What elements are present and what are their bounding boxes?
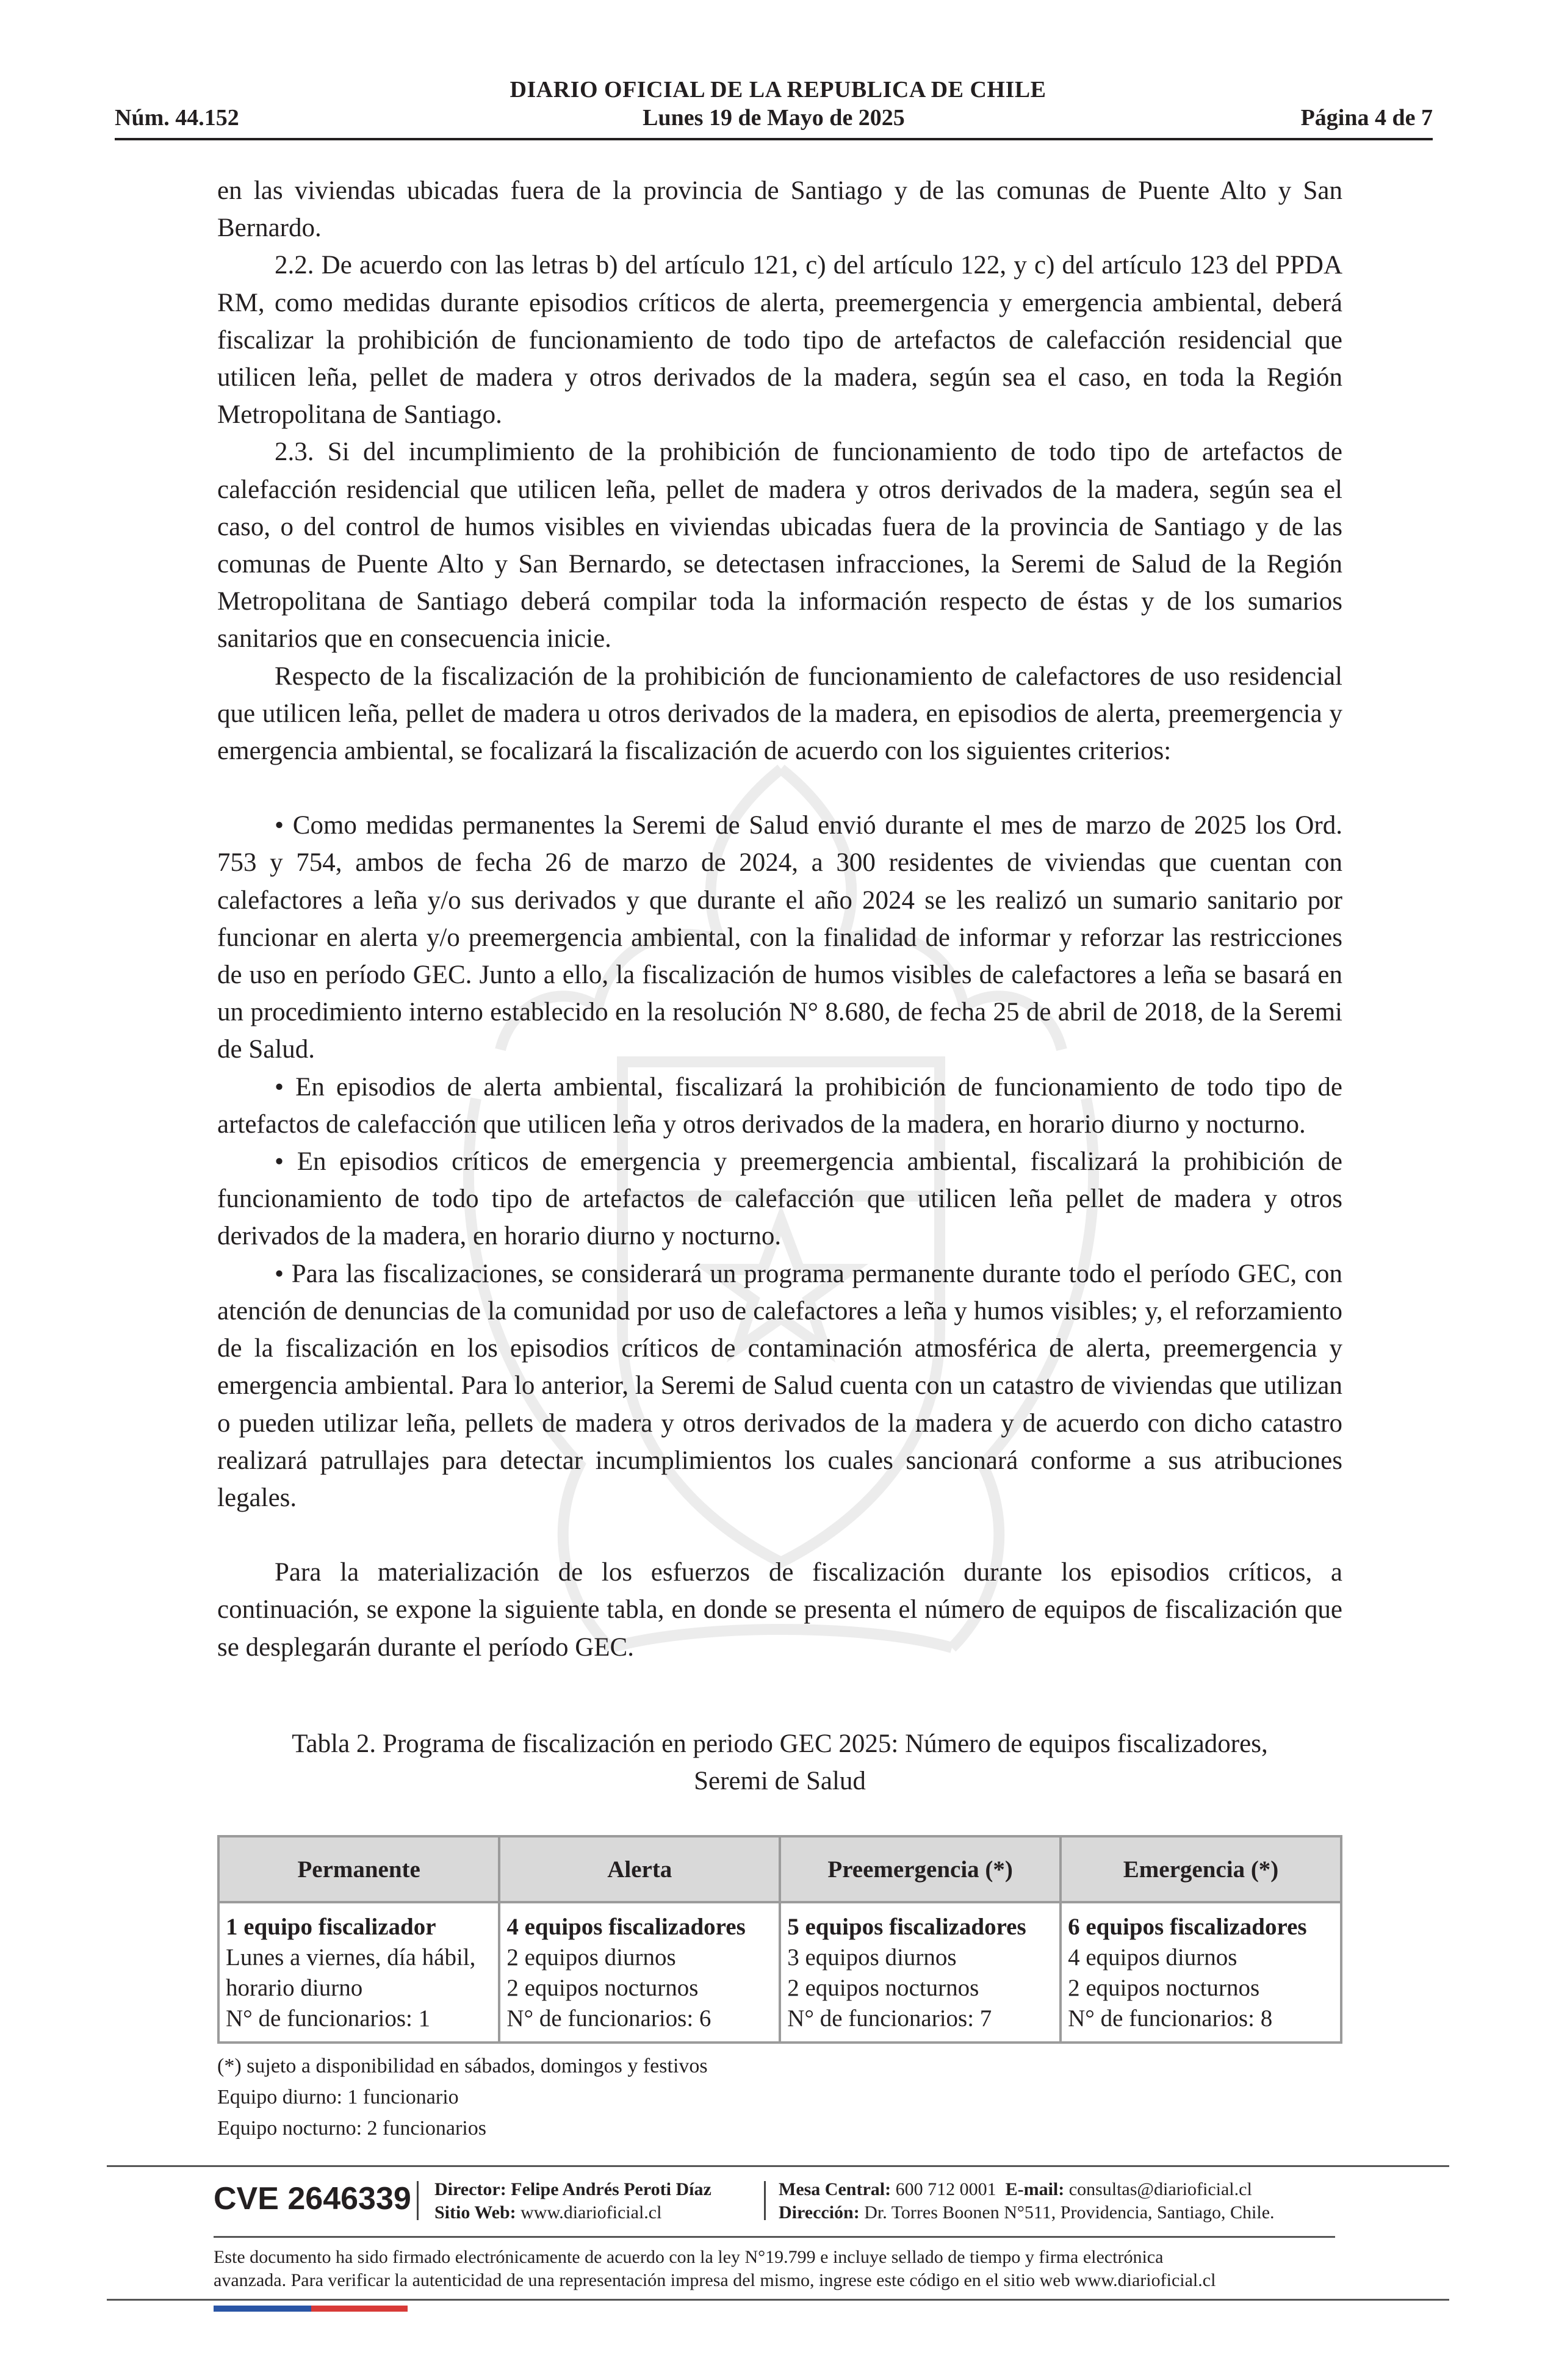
table-row: [218, 1902, 1341, 2043]
cell-line: 2 equipos nocturnos: [1068, 1975, 1260, 2001]
cell-emergencia: [1061, 1902, 1341, 2043]
bullet-alert-episodes: • En episodios de alerta ambiental, fiscalizará la prohibición de funcionamiento de todo tipo de artefactos de calefacción que utilicen leña y otros derivados de la madera, en horario diurno y nocturno.: [217, 1072, 1342, 1139]
email-link[interactable]: consultas@diarioficial.cl: [1068, 2179, 1252, 2199]
header-divider: [115, 138, 1433, 140]
cell-line: 2 equipos diurnos: [506, 1944, 676, 1971]
flag-stripe-red: [311, 2306, 408, 2312]
table-header-row: [218, 1836, 1341, 1902]
newspaper-title: DIARIO OFICIAL DE LA REPUBLICA DE CHILE: [510, 77, 1046, 103]
email-label: E-mail:: [1005, 2179, 1065, 2199]
cell-line: 2 equipos nocturnos: [787, 1975, 979, 2001]
table-caption-line-2: Seremi de Salud: [694, 1767, 866, 1795]
table-caption-line-1: Tabla 2. Programa de fiscalización en periodo GEC 2025: Número de equipos fiscalizadores,: [292, 1729, 1268, 1758]
flag-stripe-blue: [214, 2306, 311, 2312]
director-name: Felipe Andrés Peroti Díaz: [511, 2179, 711, 2199]
legal-line-2: avanzada. Para verificar la autenticidad de una representación impresa del mismo, ingrese este código en el sitio web www.diarioficial.cl: [214, 2270, 1216, 2290]
bullet-permanent-measures: • Como medidas permanentes la Seremi de Salud envió durante el mes de marzo de 2025 los Ord. 753 y 754, ambos de fecha 26 de marzo de 2024, a 300 residentes de viviendas que cuentan con calefactores a leña y/o sus derivados y que durante el año 2024 se les realizó un sumario sanitario por funcionar en alerta y/o preemergencia ambiental, con la finalidad de informar y reforzar las restricciones de uso en período GEC. Junto a ello, la fiscalización de humos visibles de calefactores a leña se basará en un procedimiento interno establecido en la resolución N° 8.680, de fecha 25 de abril de 2018, de la Seremi de Salud.: [217, 811, 1342, 1064]
bullet-emergency-episodes: • En episodios críticos de emergencia y preemergencia ambiental, fiscalizará la prohibición de funcionamiento de todo tipo de artefactos de calefacción que utilicen leña pellet de madera y otros derivados de la madera, en horario diurno y nocturno.: [217, 1147, 1342, 1251]
cell-teams: 6 equipos fiscalizadores: [1068, 1914, 1307, 1940]
cell-line: 4 equipos diurnos: [1068, 1944, 1237, 1971]
paragraph-criteria-intro: Respecto de la fiscalización de la prohibición de funcionamiento de calefactores de uso residencial que utilicen leña, pellet de madera u otros derivados de la madera, en episodios de alerta, preemergencia y emergencia ambiental, se focalizará la fiscalización de acuerdo con los siguientes criterios:: [217, 662, 1342, 766]
issue-number: Núm. 44.152: [115, 105, 239, 131]
header-permanente: Permanente: [218, 1836, 499, 1902]
cell-line: horario diurno: [226, 1975, 363, 2001]
footer-divider: [214, 2236, 1335, 2238]
cell-teams: 4 equipos fiscalizadores: [506, 1914, 746, 1940]
footer-separator: [764, 2181, 766, 2220]
legal-notice: [214, 2246, 1342, 2292]
paragraph-2-2: 2.2. De acuerdo con las letras b) del artículo 121, c) del artículo 122, y c) del artículo 123 del PPDA RM, como medidas durante episodios críticos de alerta, preemergencia y emergencia ambiental, deberá fiscalizar la prohibición de funcionamiento de todo tipo de artefactos de calefacción residencial que utilicen leña, pellet de madera y otros derivados de la madera, según sea el caso, en toda la Región Metropolitana de Santiago.: [217, 251, 1342, 430]
cell-staff-count: N° de funcionarios: 6: [506, 2005, 711, 2032]
footer-director-block: [434, 2178, 711, 2224]
footer-divider: [107, 2299, 1449, 2301]
cell-staff-count: N° de funcionarios: 7: [787, 2005, 992, 2032]
address-text: Dr. Torres Boonen N°511, Providencia, Santiago, Chile.: [864, 2202, 1275, 2223]
director-label: Director:: [434, 2179, 506, 2199]
header-alerta: Alerta: [499, 1836, 780, 1902]
issue-date: Lunes 19 de Mayo de 2025: [643, 105, 905, 131]
article-body: [217, 172, 1342, 1666]
cell-teams: 1 equipo fiscalizador: [226, 1914, 436, 1940]
header-preemergencia: Preemergencia (*): [780, 1836, 1061, 1902]
page-number: Página 4 de 7: [1300, 105, 1433, 131]
footer-divider: [107, 2165, 1449, 2167]
cell-line: 3 equipos diurnos: [787, 1944, 957, 1971]
cell-staff-count: N° de funcionarios: 1: [226, 2005, 431, 2032]
site-link[interactable]: www.diarioficial.cl: [520, 2202, 662, 2223]
cell-line: Lunes a viernes, día hábil,: [226, 1944, 476, 1971]
table-caption: [217, 1725, 1342, 1800]
inspection-teams-table: [217, 1835, 1342, 2044]
cell-preemergencia: [780, 1902, 1061, 2043]
cell-teams: 5 equipos fiscalizadores: [787, 1914, 1026, 1940]
mesa-label: Mesa Central:: [779, 2179, 891, 2199]
paragraph-continuation: en las viviendas ubicadas fuera de la provincia de Santiago y de las comunas de Puente Alto y San Bernardo.: [217, 176, 1342, 243]
address-label: Dirección:: [779, 2202, 860, 2223]
note-availability: (*) sujeto a disponibilidad en sábados, domingos y festivos: [217, 2055, 708, 2077]
paragraph-table-intro: Para la materialización de los esfuerzos de fiscalización durante los episodios críticos, a continuación, se expone la siguiente tabla, en donde se presenta el número de equipos de fiscalización que se desplegarán durante el período GEC.: [217, 1558, 1342, 1662]
paragraph-2-3: 2.3. Si del incumplimiento de la prohibición de funcionamiento de todo tipo de artefactos de calefacción residencial que utilicen leña, pellet de madera y otros derivados de la madera, según sea el caso, o del control de humos visibles en viviendas ubicadas fuera de la provincia de Santiago y de las comunas de Puente Alto y San Bernardo, se detectasen infracciones, la Seremi de Salud de la Región Metropolitana de Santiago deberá compilar toda la información respecto de éstas y de los sumarios sanitarios que en consecuencia inicie.: [217, 438, 1342, 654]
site-label: Sitio Web:: [434, 2202, 516, 2223]
blank-line: [217, 1516, 1342, 1554]
footer-contact-block: [779, 2178, 1275, 2224]
blank-line: [217, 770, 1342, 807]
cve-code: CVE 2646339: [214, 2181, 411, 2216]
cell-alerta: [499, 1902, 780, 2043]
note-night-team: Equipo nocturno: 2 funcionarios: [217, 2117, 486, 2140]
cell-staff-count: N° de funcionarios: 8: [1068, 2005, 1273, 2032]
legal-line-1: Este documento ha sido firmado electrónicamente de acuerdo con la ley N°19.799 e incluye sellado de tiempo y firma electrónica: [214, 2247, 1164, 2267]
cell-line: 2 equipos nocturnos: [506, 1975, 699, 2001]
mesa-phone: 600 712 0001: [895, 2179, 996, 2199]
cell-permanente: [218, 1902, 499, 2043]
header-emergencia: Emergencia (*): [1061, 1836, 1341, 1902]
note-day-team: Equipo diurno: 1 funcionario: [217, 2086, 459, 2108]
table-notes: [217, 2050, 708, 2144]
footer-separator: [417, 2181, 419, 2220]
header-row: [115, 104, 1433, 132]
bullet-inspection-program: • Para las fiscalizaciones, se considerará un programa permanente durante todo el período GEC, con atención de denuncias de la comunidad por uso de calefactores a leña y humos visibles; y, el reforzamiento de la fiscalización en los episodios críticos de contaminación atmosférica de alerta, preemergencia y emergencia ambiental. Para lo anterior, la Seremi de Salud cuenta con un catastro de viviendas que utilizan o pueden utilizar leña, pellets de madera y otros derivados de la madera y de acuerdo con dicho catastro realizará patrullajes para detectar incumplimientos los cuales sancionará conforme a sus atribuciones legales.: [217, 1259, 1342, 1512]
